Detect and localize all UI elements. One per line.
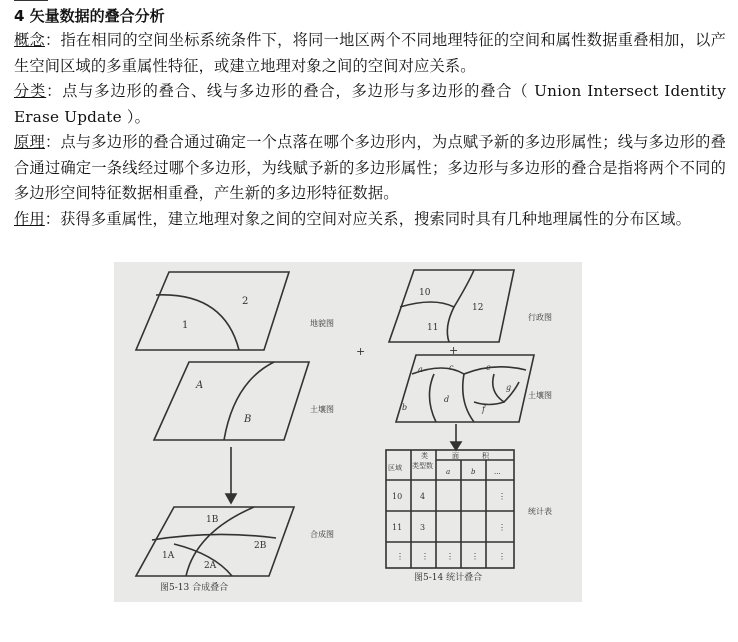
classification-term: 分类 [14,82,47,100]
table-row2-count: 3 [420,523,426,532]
right-layer2-outline [396,355,534,422]
table-header-region: 区域 [388,464,402,472]
principle-term: 原理 [14,133,45,151]
table-row2-dots: ⋮ [498,523,506,532]
principle-paragraph [14,130,726,207]
left-layer1-outline [136,272,289,350]
right-layer2-region-e: e [486,363,491,372]
right-layer2-region-b: b [402,403,408,412]
left-layer2-region-A: A [196,380,204,391]
left-layer2-label: 土壤图 [310,405,334,414]
left-layer1-label: 地貌图 [310,319,334,328]
table-row3-count: ⋮ [421,552,429,561]
right-figure-caption: 图5-14 统计叠合 [414,573,483,583]
right-table-label: 统计表 [528,507,552,516]
function-paragraph [14,207,726,233]
concept-term: 概念 [14,31,45,49]
left-result-label: 合成图 [310,530,334,539]
right-layer1-region-12: 12 [472,303,484,313]
table-col-b: b [471,468,476,476]
table-header-group-2: 面 [452,452,459,460]
right-layer1-region-10: 10 [419,288,431,298]
overlay-figure-drawing [114,262,582,602]
table-col-more: ... [494,468,501,476]
table-row3-a: ⋮ [446,552,454,561]
top-rule [14,0,48,1]
right-arrow-head [451,442,461,450]
right-layer2-region-f: f [482,405,485,414]
left-result-region-2A: 2A [204,561,217,571]
right-layer1-label: 行政图 [528,313,552,322]
right-plus-sign: + [449,344,459,357]
left-result-region-2B: 2B [254,541,267,551]
right-layer2-region-a: a [418,365,423,374]
table-col-a: a [446,468,451,476]
right-layer1-region-11: 11 [427,323,439,333]
left-result-boundary-2 [186,507,254,576]
left-layer2-boundary [224,362,274,440]
left-layer2-outline [154,362,309,440]
left-result-boundary-1 [152,534,276,540]
table-row2-region: 11 [392,523,403,532]
right-layer1-boundary-1 [400,302,454,342]
table-row1-count: 4 [420,492,426,501]
left-layer1-region-2: 2 [242,296,249,307]
left-result-boundary-3 [174,544,232,576]
left-layer2-region-B: B [244,414,252,425]
table-row3-more: ⋮ [498,552,506,561]
overlay-figure-photo [114,262,582,602]
left-result-region-1A: 1A [162,551,175,561]
function-text: ：获得多重属性，建立地理对象之间的空间对应关系，搜索同时具有几种地理属性的分布区域。 [44,209,692,228]
table-header-type: 类型数 [412,462,433,470]
table-row3-b: ⋮ [471,552,479,561]
right-layer2-boundary-1 [412,367,526,374]
right-layer2-label: 土壤图 [528,391,552,400]
right-layer2-boundary-5 [474,402,504,405]
classification-text: ：点与多边形的叠合、线与多边形的叠合，多边形与多边形的叠合（ Union Intersect Identity Erase Update ）。 [14,82,726,126]
right-layer1-boundary-2 [454,270,474,307]
left-plus-sign: + [356,345,366,358]
function-term: 作用 [14,209,45,228]
left-figure-caption: 图5-13 合成叠合 [160,583,229,593]
section-title: 4 矢量数据的叠合分析 [14,7,165,25]
document-body [14,4,726,232]
table-row1-region: 10 [392,492,403,501]
left-layer1-boundary [156,295,239,350]
concept-text: ：指在相同的空间坐标系统条件下，将同一地区两个不同地理特征的空间和属性数据重叠相加，以产生空间区域的多重属性特征，或建立地理对象之间的空间对应关系。 [14,31,726,75]
table-row1-dots: ⋮ [498,492,506,501]
concept-paragraph [14,28,726,79]
right-layer2-region-c: c [449,363,454,372]
left-arrow-head [226,494,236,503]
table-header-group-3: 积 [482,452,489,460]
right-layer2-region-d: d [444,395,450,404]
right-layer2-boundary-3 [463,374,474,422]
right-layer2-boundary-2 [429,374,436,422]
left-layer1-region-1: 1 [182,320,189,331]
principle-text: ：点与多边形的叠合通过确定一个点落在哪个多边形内，为点赋予新的多边形属性；线与多边形的叠合通过确定一条线经过哪个多边形，为线赋予新的多边形属性；多边形与多边形的叠合是指将两个不同的多边形空间特征数据相重叠，产生新的多边形特征数据。 [14,133,726,202]
classification-paragraph [14,79,726,130]
table-header-group-1: 类 [421,452,428,460]
left-result-region-1B: 1B [206,515,219,525]
table-row3-region: ⋮ [396,552,404,561]
right-layer2-region-g: g [506,383,512,392]
